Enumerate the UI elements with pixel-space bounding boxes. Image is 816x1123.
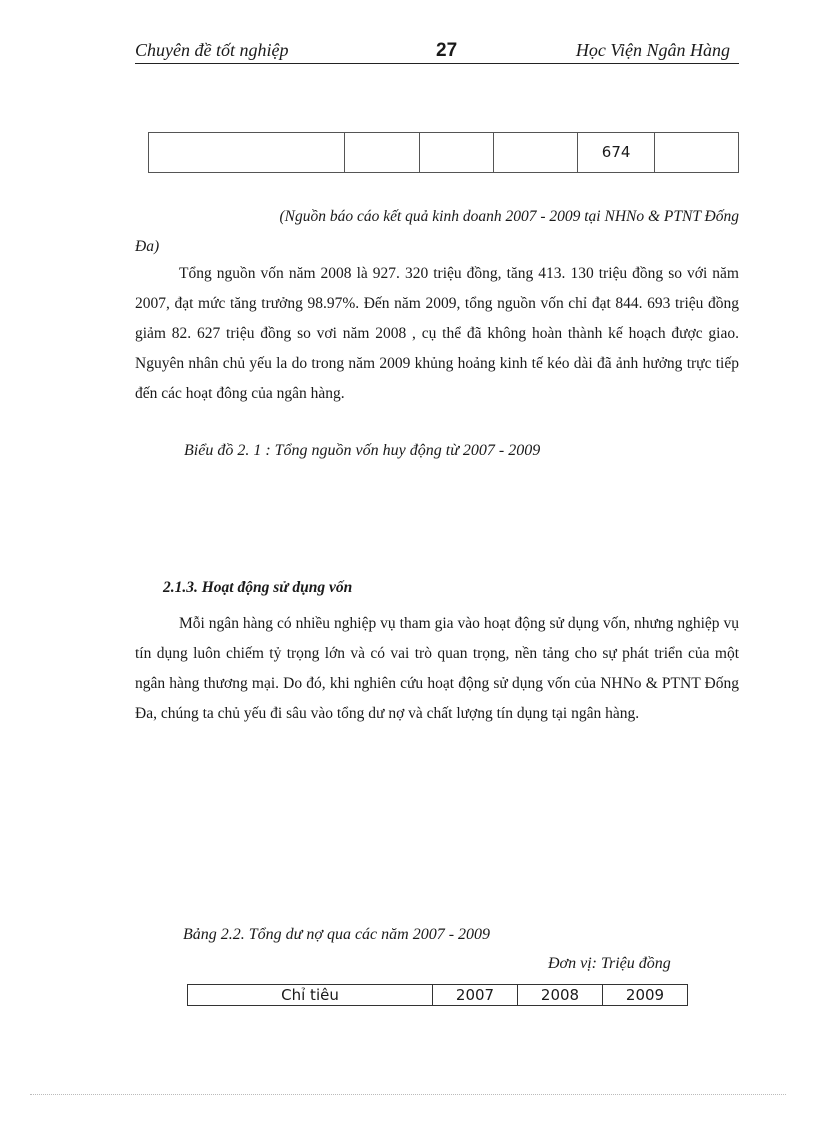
header-rule: [135, 63, 739, 64]
table2-caption: Bảng 2.2. Tổng dư nợ qua các năm 2007 - 2009: [183, 926, 491, 943]
table2-unit: Đơn vị: Triệu đồng: [548, 955, 671, 972]
table-header-cell: 2009: [603, 985, 688, 1006]
section-heading: 2.1.3. Hoạt động sử dụng vốn: [163, 579, 353, 596]
table-cell: [655, 133, 739, 173]
source-note-line1: (Nguồn báo cáo kết quả kinh doanh 2007 - 2009 tại NHNo & PTNT Đống: [279, 208, 739, 225]
table2-header: [187, 984, 688, 1006]
paragraph-capital-usage: Mỗi ngân hàng có nhiều nghiệp vụ tham gia vào hoạt động sử dụng vốn, nhưng nghiệp vụ tín dụng luôn chiếm tỷ trọng lớn và có vai trò quan trọng, nền tảng cho sự phát triển của một ngân hàng thương mại. Do đó, khi nghiên cứu hoạt động sử dụng vốn của NHNo & PTNT Đống Đa, chúng ta chủ yếu đi sâu vào tổng dư nợ và chất lượng tín dụng tại ngân hàng.: [135, 615, 739, 722]
table-header-cell: 2008: [518, 985, 603, 1006]
table-cell: [494, 133, 578, 173]
page-number: 27: [436, 40, 458, 61]
header-left-title: Chuyên đề tốt nghiệp: [135, 40, 289, 60]
paragraph-capital-summary: Tổng nguồn vốn năm 2008 là 927. 320 triệu đồng, tăng 413. 130 triệu đồng so với năm 2007, đạt mức tăng trưởng 98.97%. Đến năm 2009, tổng nguồn vốn chỉ đạt 844. 693 triệu đồng giảm 82. 627 triệu đồng so vơi năm 2008 , cụ thể đã không hoàn thành kế hoạch được giao. Nguyên nhân chủ yếu la do trong năm 2009 khủng hoảng kinh tế kéo dài đã ảnh hưởng trực tiếp đến các hoạt đông của ngân hàng.: [135, 265, 739, 402]
source-note-line2: Đa): [135, 238, 160, 255]
table-cell: [419, 133, 494, 173]
header-right-title: Học Viện Ngân Hàng: [575, 40, 730, 60]
table-header-cell: Chỉ tiêu: [188, 985, 433, 1006]
table-cell: [344, 133, 419, 173]
chart-caption: Biểu đồ 2. 1 : Tổng nguồn vốn huy động từ 2007 - 2009: [184, 442, 541, 459]
table-cell: 674: [578, 133, 655, 173]
top-table-fragment: [148, 132, 739, 173]
table-cell: [149, 133, 345, 173]
table-row: [188, 985, 688, 1006]
table-header-cell: 2007: [433, 985, 518, 1006]
table-row: [149, 133, 739, 173]
footer-rule: [30, 1094, 786, 1095]
